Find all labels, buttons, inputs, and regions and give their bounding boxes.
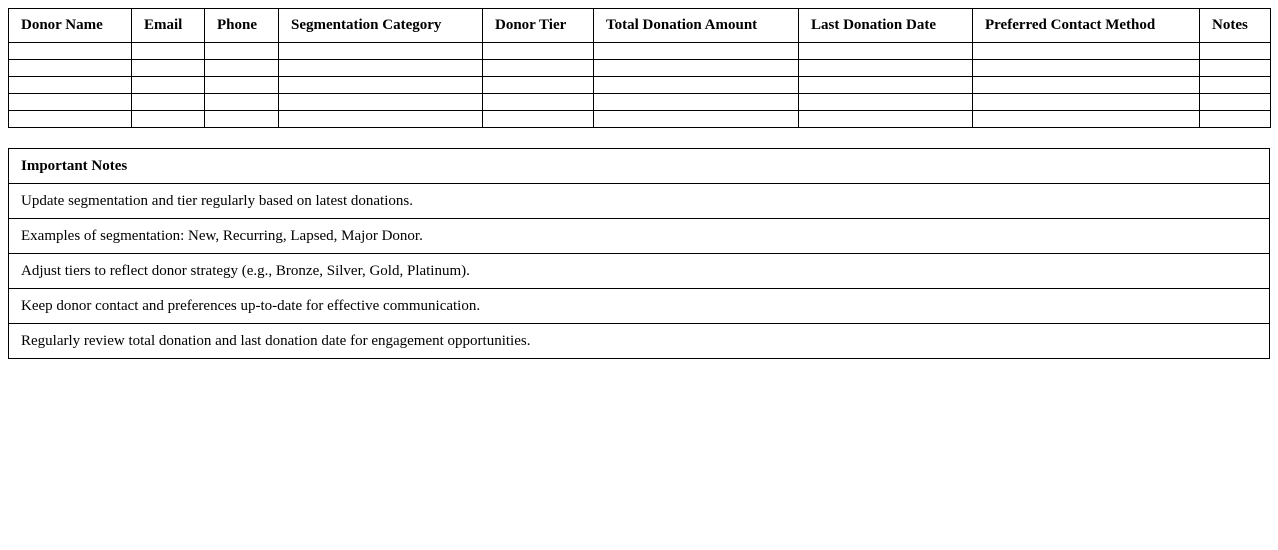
table-cell[interactable] — [9, 60, 132, 77]
table-cell[interactable] — [1200, 111, 1271, 128]
table-cell[interactable] — [205, 94, 279, 111]
header-total-donation-amount: Total Donation Amount — [594, 9, 799, 43]
table-cell[interactable] — [799, 111, 973, 128]
table-cell[interactable] — [594, 77, 799, 94]
table-cell[interactable] — [594, 60, 799, 77]
list-item — [9, 289, 1270, 324]
list-item — [9, 219, 1270, 254]
notes-title: Important Notes — [9, 149, 1270, 184]
note-text: Adjust tiers to reflect donor strategy (e.g., Bronze, Silver, Gold, Platinum). — [9, 254, 1270, 289]
table-cell[interactable] — [9, 94, 132, 111]
header-phone: Phone — [205, 9, 279, 43]
header-last-donation-date: Last Donation Date — [799, 9, 973, 43]
notes-header-row — [9, 149, 1270, 184]
header-preferred-contact-method: Preferred Contact Method — [973, 9, 1200, 43]
table-cell[interactable] — [1200, 94, 1271, 111]
table-cell[interactable] — [205, 77, 279, 94]
table-row — [9, 60, 1271, 77]
table-cell[interactable] — [1200, 60, 1271, 77]
table-cell[interactable] — [799, 94, 973, 111]
table-row — [9, 94, 1271, 111]
table-cell[interactable] — [483, 77, 594, 94]
page-content — [8, 8, 1270, 359]
table-cell[interactable] — [594, 43, 799, 60]
table-cell[interactable] — [483, 94, 594, 111]
table-cell[interactable] — [132, 111, 205, 128]
note-text: Regularly review total donation and last donation date for engagement opportunities. — [9, 324, 1270, 359]
table-cell[interactable] — [973, 94, 1200, 111]
table-cell[interactable] — [132, 43, 205, 60]
header-notes: Notes — [1200, 9, 1271, 43]
list-item — [9, 254, 1270, 289]
table-cell[interactable] — [973, 43, 1200, 60]
table-row — [9, 111, 1271, 128]
table-cell[interactable] — [132, 77, 205, 94]
header-donor-name: Donor Name — [9, 9, 132, 43]
table-row — [9, 43, 1271, 60]
header-email: Email — [132, 9, 205, 43]
table-cell[interactable] — [279, 43, 483, 60]
table-cell[interactable] — [205, 111, 279, 128]
table-cell[interactable] — [279, 111, 483, 128]
header-donor-tier: Donor Tier — [483, 9, 594, 43]
table-cell[interactable] — [594, 111, 799, 128]
table-cell[interactable] — [9, 43, 132, 60]
table-cell[interactable] — [132, 60, 205, 77]
donor-table-header-row — [9, 9, 1271, 43]
table-cell[interactable] — [799, 43, 973, 60]
important-notes-table — [8, 148, 1270, 359]
table-cell[interactable] — [973, 111, 1200, 128]
table-cell[interactable] — [973, 77, 1200, 94]
table-cell[interactable] — [594, 94, 799, 111]
table-cell[interactable] — [973, 60, 1200, 77]
table-cell[interactable] — [1200, 43, 1271, 60]
list-item — [9, 324, 1270, 359]
donor-table — [8, 8, 1271, 128]
table-cell[interactable] — [132, 94, 205, 111]
table-cell[interactable] — [9, 111, 132, 128]
table-row — [9, 77, 1271, 94]
header-segmentation-category: Segmentation Category — [279, 9, 483, 43]
note-text: Update segmentation and tier regularly based on latest donations. — [9, 184, 1270, 219]
table-cell[interactable] — [279, 94, 483, 111]
table-cell[interactable] — [799, 77, 973, 94]
note-text: Examples of segmentation: New, Recurring, Lapsed, Major Donor. — [9, 219, 1270, 254]
table-cell[interactable] — [483, 60, 594, 77]
table-cell[interactable] — [483, 111, 594, 128]
table-cell[interactable] — [9, 77, 132, 94]
table-cell[interactable] — [1200, 77, 1271, 94]
table-cell[interactable] — [279, 77, 483, 94]
list-item — [9, 184, 1270, 219]
table-cell[interactable] — [205, 60, 279, 77]
table-cell[interactable] — [483, 43, 594, 60]
table-cell[interactable] — [205, 43, 279, 60]
note-text: Keep donor contact and preferences up-to-date for effective communication. — [9, 289, 1270, 324]
table-cell[interactable] — [279, 60, 483, 77]
table-cell[interactable] — [799, 60, 973, 77]
